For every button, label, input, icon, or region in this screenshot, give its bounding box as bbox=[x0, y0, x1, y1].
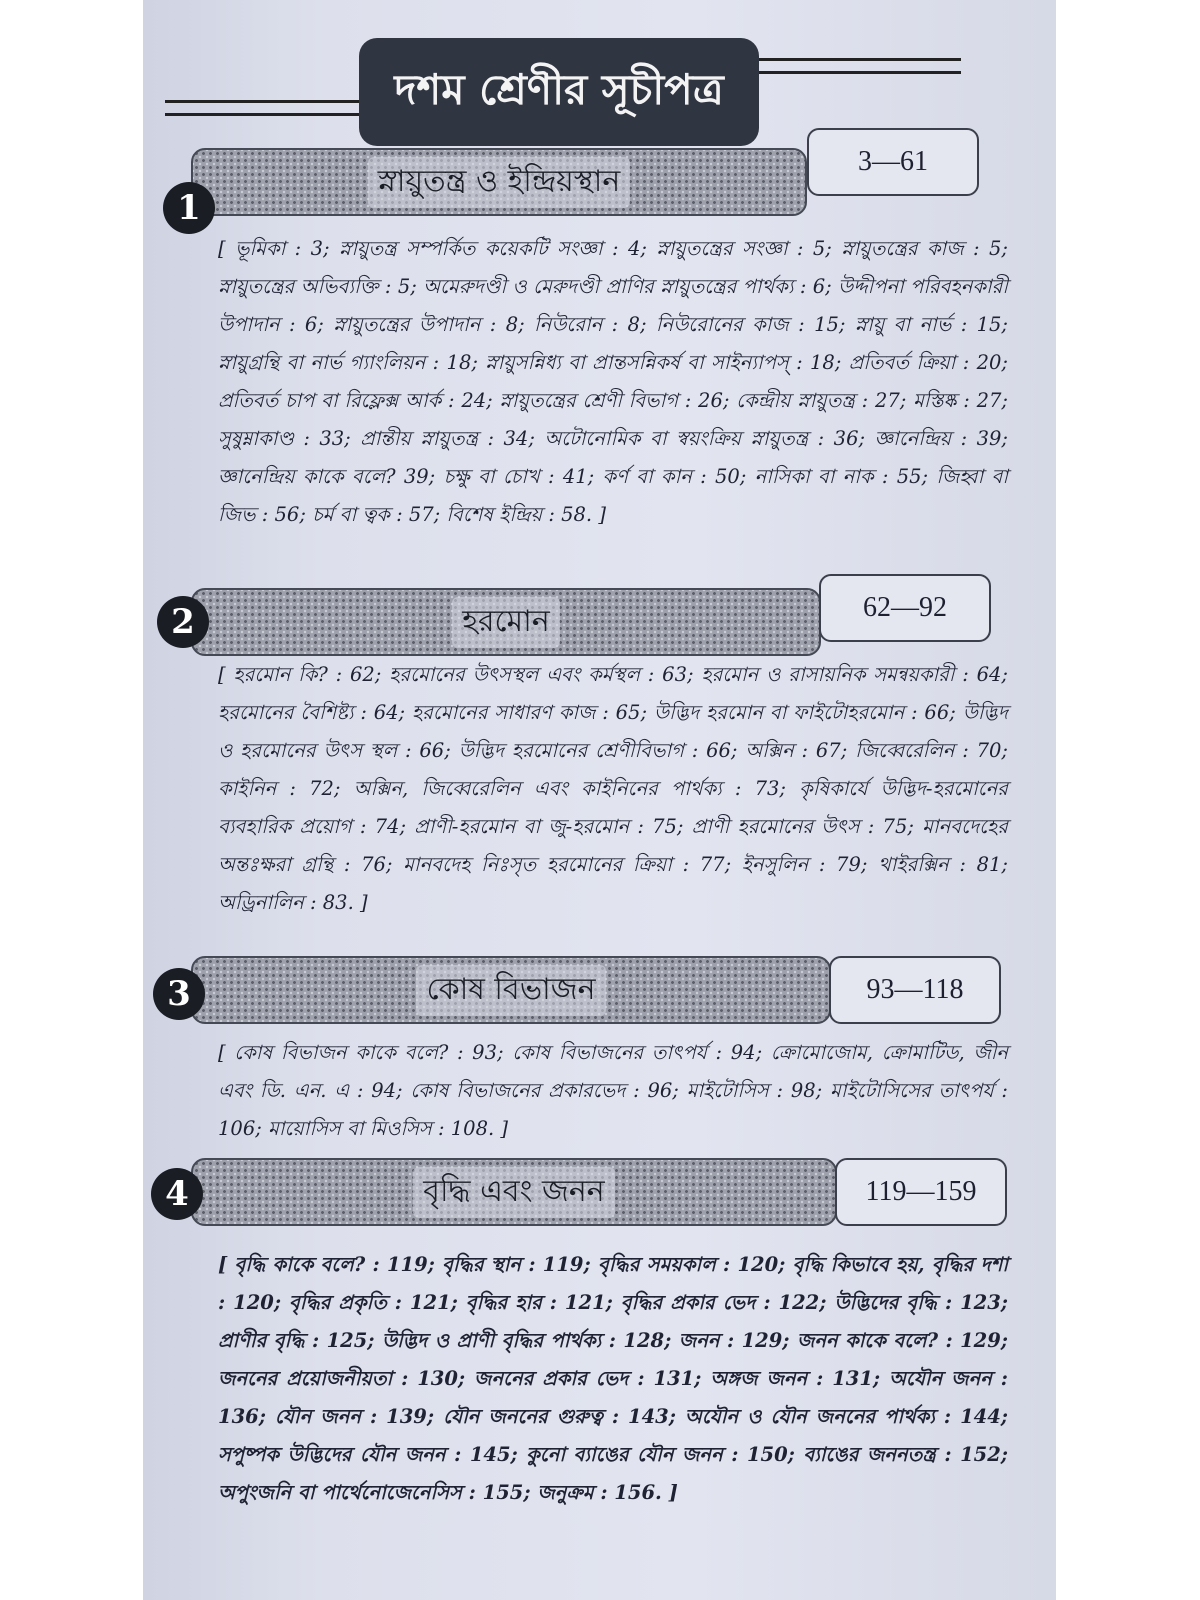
chapter-number-badge: 4 bbox=[151, 1168, 203, 1220]
chapter-banner bbox=[191, 956, 831, 1024]
page-title: দশম শ্রেণীর সূচীপত্র bbox=[359, 38, 759, 146]
title-left-rule bbox=[165, 100, 361, 116]
chapter-contents: [ বৃদ্ধি কাকে বলে? : 119; বৃদ্ধির স্থান : 119; বৃদ্ধির সময়কাল : 120; বৃদ্ধি কিভাবে হয়, বৃদ্ধির দশা : 120; বৃদ্ধির প্রকৃতি : 121; বৃদ্ধির হার : 121; বৃদ্ধির প্রকার ভেদ : 122; উদ্ভিদের বৃদ্ধি : 123; প্রাণীর বৃদ্ধি : 125; উদ্ভিদ ও প্রাণী বৃদ্ধির পার্থক্য : 128; জনন : 129; জনন কাকে বলে? : 129; জননের প্রয়োজনীয়তা : 130; জননের প্রকার ভেদ : 131; অঙ্গজ জনন : 131; অযৌন জনন : 136; যৌন জনন : 139; যৌন জননের গুরুত্ব : 143; অযৌন ও যৌন জননের পার্থক্য : 144; সপুষ্পক উদ্ভিদের যৌন জনন : 145; কুনো ব্যাঙের যৌন জনন : 150; ব্যাঙের জননতন্ত্র : 152; অপুংজনি বা পার্থেনোজেনেসিস : 155; জনুক্রম : 156. ] bbox=[218, 1253, 1008, 1504]
chapter-title: বৃদ্ধি এবং জনন bbox=[413, 1167, 614, 1218]
page-range: 93—118 bbox=[829, 956, 1001, 1024]
page-range: 119—159 bbox=[835, 1158, 1007, 1226]
chapter-number-badge: 3 bbox=[153, 968, 205, 1020]
chapter-number-badge: 2 bbox=[157, 596, 209, 648]
chapter-contents: [ ভূমিকা : 3; স্নায়ুতন্ত্র সম্পর্কিত কয়েকটি সংজ্ঞা : 4; স্নায়ুতন্ত্রের সংজ্ঞা : 5; স্নায়ুতন্ত্রের কাজ : 5; স্নায়ুতন্ত্রের অভিব্যক্তি : 5; অমেরুদণ্ডী ও মেরুদণ্ডী প্রাণির স্নায়ুতন্ত্রের পার্থক্য : 6; উদ্দীপনা পরিবহনকারী উপাদান : 6; স্নায়ুতন্ত্রের উপাদান : 8; নিউরোন : 8; নিউরোনের কাজ : 15; স্নায়ু বা নার্ভ : 15; স্নায়ুগ্রন্থি বা নার্ভ গ্যাংলিয়ন : 18; স্নায়ুসন্নিধ্য বা প্রান্তসন্নিকর্ষ বা সাইন্যাপস্ : 18; প্রতিবর্ত ক্রিয়া : 20; প্রতিবর্ত চাপ বা রিফ্লেক্স আর্ক : 24; স্নায়ুতন্ত্রের শ্রেণী বিভাগ : 26; কেন্দ্রীয় স্নায়ুতন্ত্র : 27; মস্তিষ্ক : 27; সুষুম্নাকাণ্ড : 33; প্রান্তীয় স্নায়ুতন্ত্র : 34; অটোনোমিক বা স্বয়ংক্রিয় স্নায়ুতন্ত্র : 36; জ্ঞানেন্দ্রিয় : 39; জ্ঞানেন্দ্রিয় কাকে বলে? 39; চক্ষু বা চোখ : 41; কর্ণ বা কান : 50; নাসিকা বা নাক : 55; জিহ্বা বা জিভ : 56; চর্ম বা ত্বক : 57; বিশেষ ইন্দ্রিয় : 58. ] bbox=[218, 237, 1008, 526]
chapter-banner bbox=[191, 588, 821, 656]
chapter-banner bbox=[191, 1158, 837, 1226]
chapter-number-badge: 1 bbox=[163, 182, 215, 234]
chapter-contents: [ হরমোন কি? : 62; হরমোনের উৎসস্থল এবং কর্মস্থল : 63; হরমোন ও রাসায়নিক সমন্বয়কারী : 64; হরমোনের বৈশিষ্ট্য : 64; হরমোনের সাধারণ কাজ : 65; উদ্ভিদ হরমোন বা ফাইটোহরমোন : 66; উদ্ভিদ ও হরমোনের উৎস স্থল : 66; উদ্ভিদ হরমোনের শ্রেণীবিভাগ : 66; অক্সিন : 67; জিব্বেরেলিন : 70; কাইনিন : 72; অক্সিন, জিব্বেরেলিন এবং কাইনিনের পার্থক্য : 73; কৃষিকার্যে উদ্ভিদ-হরমোনের ব্যবহারিক প্রয়োগ : 74; প্রাণী-হরমোন বা জু-হরমোন : 75; প্রাণী হরমোনের উৎস : 75; মানবদেহের অন্তঃক্ষরা গ্রন্থি : 76; মানবদেহ নিঃসৃত হরমোনের ক্রিয়া : 77; ইনসুলিন : 79; থাইরক্সিন : 81; অড্রিনালিন : 83. ] bbox=[218, 663, 1008, 914]
chapter-banner bbox=[191, 148, 807, 216]
page-range: 62—92 bbox=[819, 574, 991, 642]
chapter-contents: [ কোষ বিভাজন কাকে বলে? : 93; কোষ বিভাজনের তাৎপর্য : 94; ক্রোমোজোম, ক্রোমাটিড, জীন এবং ডি. এন. এ : 94; কোষ বিভাজনের প্রকারভেদ : 96; মাইটোসিস : 98; মাইটোসিসের তাৎপর্য : 106; মায়োসিস বা মিওসিস : 108. ] bbox=[218, 1041, 1008, 1140]
chapter-title: হরমোন bbox=[452, 597, 560, 648]
page-range: 3—61 bbox=[807, 128, 979, 196]
chapter-title: স্নায়ুতন্ত্র ও ইন্দ্রিয়স্থান bbox=[368, 157, 630, 208]
book-page bbox=[143, 0, 1056, 1600]
chapter-title: কোষ বিভাজন bbox=[416, 965, 605, 1016]
title-right-rule bbox=[755, 58, 961, 74]
